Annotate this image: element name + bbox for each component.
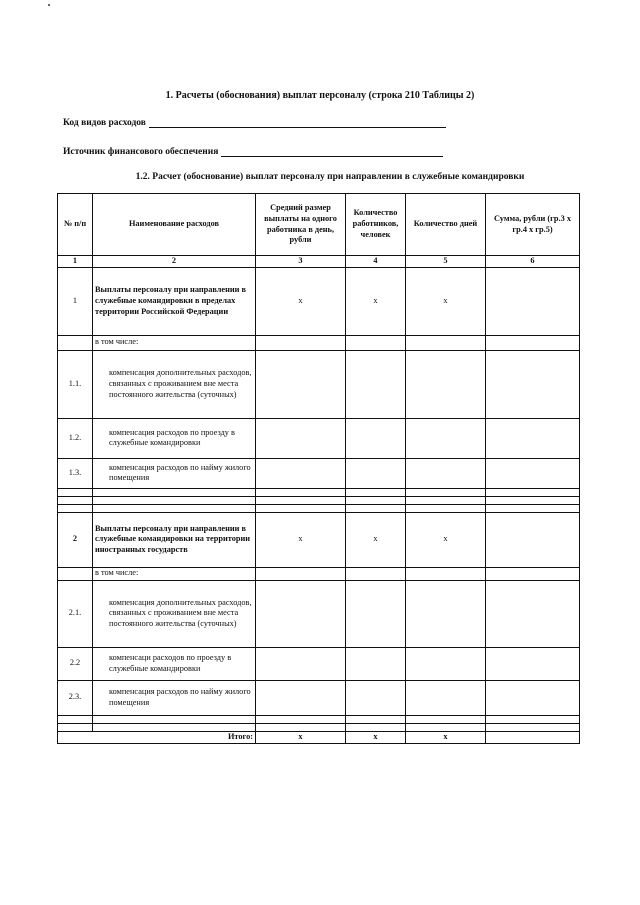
cell-sum[interactable] — [486, 350, 580, 418]
cell-employees[interactable] — [346, 680, 406, 715]
cell-daily-amount[interactable] — [256, 458, 346, 488]
cell-employees[interactable] — [346, 580, 406, 647]
empty-row — [58, 723, 580, 731]
section-title: 1. Расчеты (обоснования) выплат персоналу (строка 210 Таблицы 2) — [165, 90, 475, 101]
empty-row — [58, 496, 580, 504]
row-number — [58, 567, 93, 580]
expense-name: Выплаты персоналу при направлении в служебные командировки в пределах территории Российской Федерации — [93, 267, 256, 335]
expense-name: компенсация дополнительных расходов, связанных с проживанием вне места постоянного жительства (суточных) — [93, 580, 256, 647]
row-number: 2 — [58, 512, 93, 567]
cell-daily-amount[interactable] — [256, 580, 346, 647]
cell-sum[interactable] — [486, 458, 580, 488]
cell-daily-amount[interactable] — [256, 567, 346, 580]
header-cell: Сумма, рубли (гр.3 х гр.4 х гр.5) — [486, 194, 580, 256]
cell-employees[interactable] — [346, 647, 406, 680]
column-number: 1 — [58, 256, 93, 268]
expense-name: компенсация расходов по найму жилого помещения — [93, 458, 256, 488]
calculation-table — [57, 193, 580, 744]
cell-employees[interactable]: х — [346, 267, 406, 335]
table-row — [58, 418, 580, 458]
scan-speck — [48, 4, 50, 6]
funding-source-input-line[interactable] — [221, 146, 443, 157]
row-number — [58, 335, 93, 350]
header-row — [58, 194, 580, 256]
expense-code-label: Код видов расходов — [63, 118, 146, 128]
cell-daily-amount[interactable]: х — [256, 267, 346, 335]
cell-daily-amount[interactable] — [256, 680, 346, 715]
table-row — [58, 680, 580, 715]
cell-daily-amount[interactable] — [256, 647, 346, 680]
cell-days[interactable] — [406, 335, 486, 350]
cell-days[interactable] — [406, 458, 486, 488]
header-cell: № п/п — [58, 194, 93, 256]
total-label: Итого: — [58, 731, 256, 743]
cell-daily-amount[interactable]: х — [256, 512, 346, 567]
cell-daily-amount[interactable] — [256, 350, 346, 418]
row-number: 1.2. — [58, 418, 93, 458]
column-number: 2 — [93, 256, 256, 268]
table-row — [58, 267, 580, 335]
column-number: 6 — [486, 256, 580, 268]
total-days: х — [406, 731, 486, 743]
row-number: 1.1. — [58, 350, 93, 418]
cell-days[interactable] — [406, 647, 486, 680]
column-number: 4 — [346, 256, 406, 268]
header-cell: Наименование расходов — [93, 194, 256, 256]
row-number: 2.3. — [58, 680, 93, 715]
cell-days[interactable] — [406, 680, 486, 715]
row-number: 2.1. — [58, 580, 93, 647]
header-cell: Количество дней — [406, 194, 486, 256]
empty-row — [58, 488, 580, 496]
cell-daily-amount[interactable] — [256, 335, 346, 350]
cell-employees[interactable] — [346, 458, 406, 488]
expense-name: в том числе: — [93, 335, 256, 350]
table-row — [58, 647, 580, 680]
cell-sum[interactable] — [486, 567, 580, 580]
total-sum[interactable] — [486, 731, 580, 743]
table-row — [58, 350, 580, 418]
cell-days[interactable]: х — [406, 267, 486, 335]
header-cell: Количество работников, человек — [346, 194, 406, 256]
header-cell: Средний размер выплаты на одного работника в день, рубли — [256, 194, 346, 256]
cell-employees[interactable] — [346, 418, 406, 458]
cell-sum[interactable] — [486, 418, 580, 458]
row-number: 2.2 — [58, 647, 93, 680]
column-number-row — [58, 256, 580, 268]
empty-row — [58, 504, 580, 512]
cell-employees[interactable] — [346, 335, 406, 350]
cell-days[interactable] — [406, 567, 486, 580]
cell-days[interactable] — [406, 350, 486, 418]
table-row — [58, 335, 580, 350]
row-number: 1.3. — [58, 458, 93, 488]
cell-days[interactable] — [406, 580, 486, 647]
expense-name: компенсация расходов по найму жилого помещения — [93, 680, 256, 715]
cell-sum[interactable] — [486, 580, 580, 647]
cell-employees[interactable] — [346, 350, 406, 418]
expense-name: компенсация расходов по проезду в служебные командировки — [93, 418, 256, 458]
table-row — [58, 567, 580, 580]
total-employees: х — [346, 731, 406, 743]
expense-name: компенсация дополнительных расходов, связанных с проживанием вне места постоянного жительства (суточных) — [93, 350, 256, 418]
total-row — [58, 731, 580, 743]
cell-employees[interactable]: х — [346, 512, 406, 567]
expense-name: в том числе: — [93, 567, 256, 580]
subsection-title: 1.2. Расчет (обоснование) выплат персоналу при направлении в служебные командировки — [135, 172, 525, 182]
cell-sum[interactable] — [486, 267, 580, 335]
column-number: 3 — [256, 256, 346, 268]
empty-row — [58, 715, 580, 723]
cell-days[interactable] — [406, 418, 486, 458]
funding-source-field — [63, 146, 443, 157]
table-row — [58, 580, 580, 647]
total-daily-amount: х — [256, 731, 346, 743]
cell-sum[interactable] — [486, 512, 580, 567]
expense-code-field — [63, 117, 446, 128]
funding-source-label: Источник финансового обеспечения — [63, 147, 219, 157]
table-row — [58, 512, 580, 567]
cell-sum[interactable] — [486, 680, 580, 715]
row-number: 1 — [58, 267, 93, 335]
cell-sum[interactable] — [486, 335, 580, 350]
column-number: 5 — [406, 256, 486, 268]
expense-name: Выплаты персоналу при направлении в служебные командировки на территории иностранных государств — [93, 512, 256, 567]
cell-sum[interactable] — [486, 647, 580, 680]
cell-days[interactable]: х — [406, 512, 486, 567]
table-row — [58, 458, 580, 488]
expense-code-input-line[interactable] — [149, 117, 446, 128]
expense-name: компенсаци расходов по проезду в служебные командировки — [93, 647, 256, 680]
cell-daily-amount[interactable] — [256, 418, 346, 458]
cell-employees[interactable] — [346, 567, 406, 580]
